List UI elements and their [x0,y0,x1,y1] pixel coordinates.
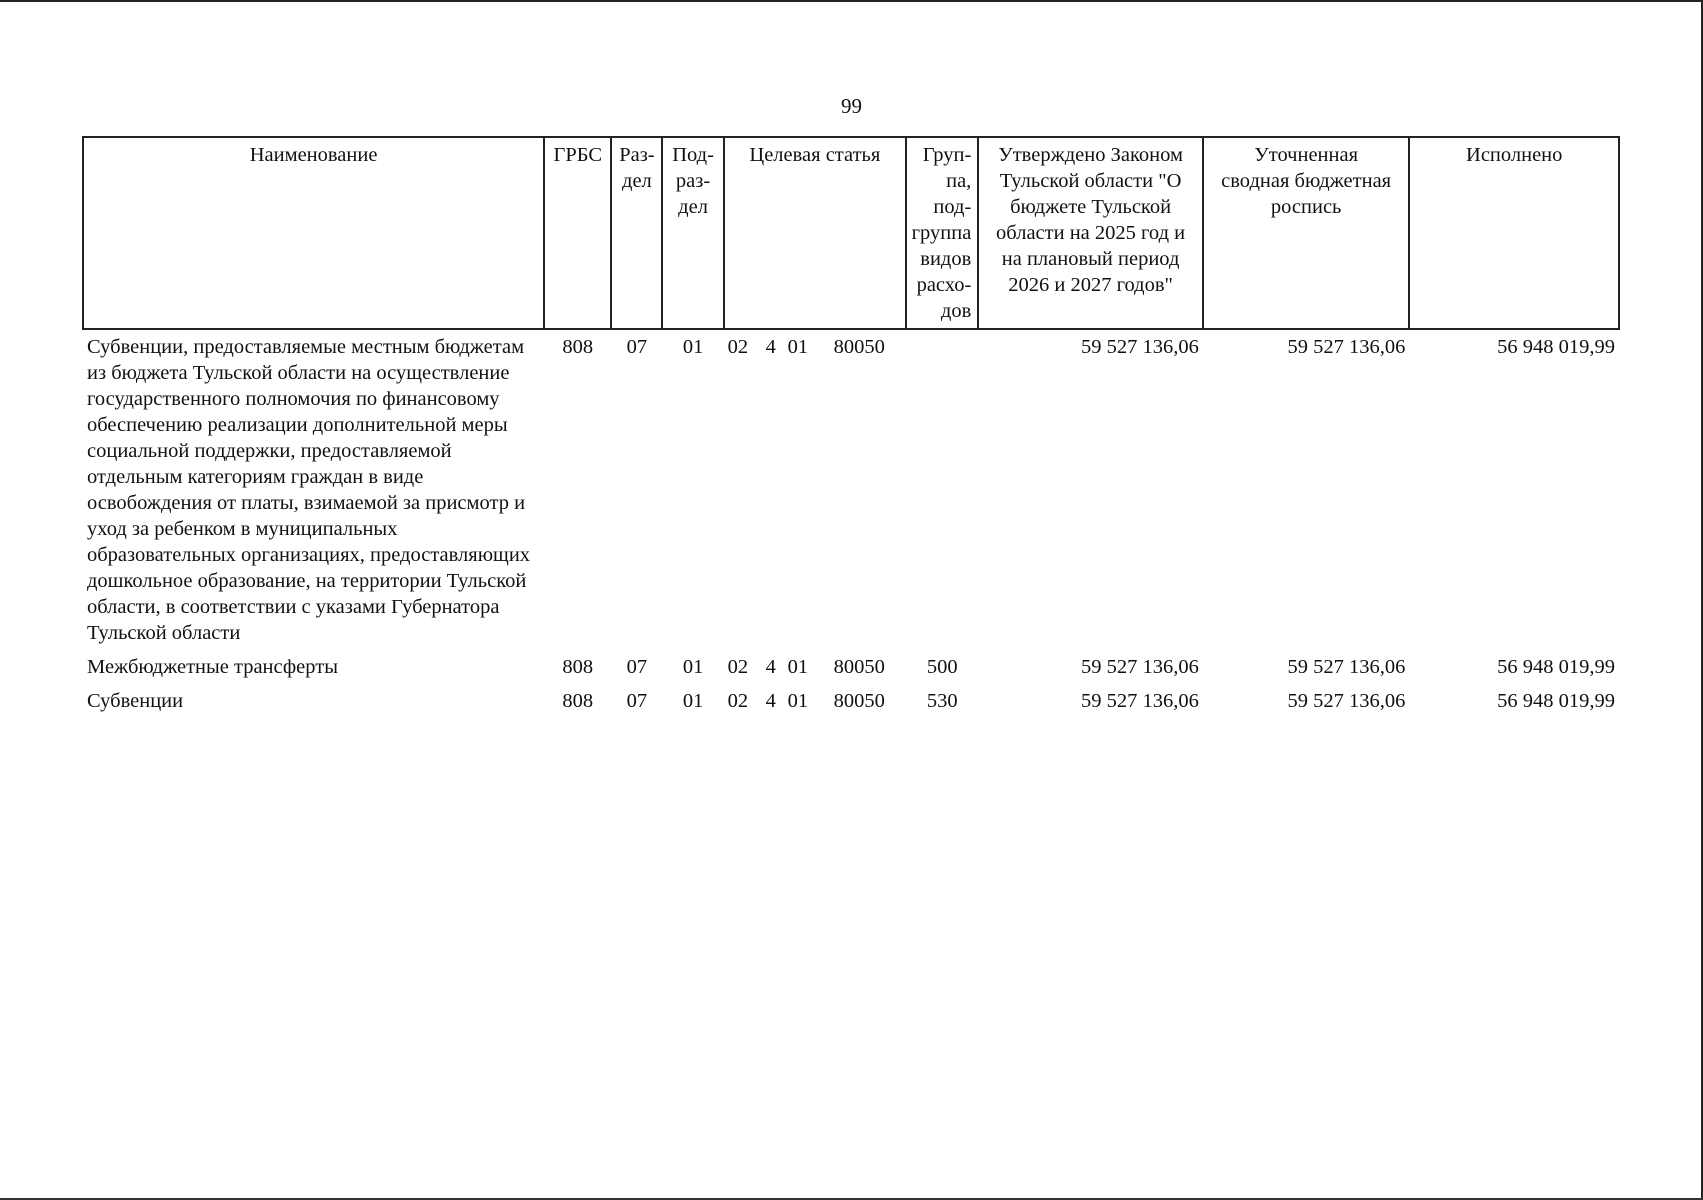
cel-type: 4 [765,690,776,712]
row-utochnennaya: 59 527 136,06 [1287,336,1406,358]
row-utverzhdeno: 59 527 136,06 [1081,656,1199,678]
row-grbs: 808 [562,336,594,358]
cel-program: 02 [727,690,749,712]
header-celevaya-statya [724,137,906,329]
cel-direction: 80050 [833,336,885,358]
row-vid-rashodov: 500 [926,656,958,678]
cel-direction: 80050 [833,656,885,678]
row-celevaya-statya [724,650,906,684]
row-grbs: 808 [562,690,594,712]
row-utverzhdeno: 59 527 136,06 [1081,690,1199,712]
row-razdel: 07 [626,656,648,678]
header-name [83,137,544,329]
row-name: Субвенции [87,690,184,712]
header-celevaya-statya-label: Целевая статья [749,144,881,166]
row-ispolneno: 56 948 019,99 [1497,656,1615,678]
row-utochnennaya: 59 527 136,06 [1287,690,1406,712]
row-razdel: 07 [626,336,648,358]
budget-table [82,136,1620,718]
header-utochnennaya [1203,137,1410,329]
header-utverzhdeno-label: Утверждено Законом Тульской области "О бюджете Тульской области на 2025 год и на плановый период 2026 и 2027 годов" [996,144,1186,296]
cel-program: 02 [727,336,749,358]
row-grbs: 808 [562,656,594,678]
row-utverzhdeno: 59 527 136,06 [1081,336,1199,358]
table-row [83,684,1619,718]
header-vid-rashodov-label: Груп- па, под- группа видов расхо- дов [911,144,972,322]
header-name-label: Наименование [249,144,378,166]
header-razdel-label: Раз- дел [619,144,655,192]
cel-program: 02 [727,656,749,678]
table-body [83,329,1619,718]
row-celevaya-statya [724,684,906,718]
row-ispolneno: 56 948 019,99 [1497,690,1615,712]
scan-border-top [0,0,1703,2]
row-name: Межбюджетные трансферты [87,656,338,678]
table-row [83,650,1619,684]
row-podrazdel: 01 [682,336,704,358]
row-vid-rashodov: 530 [926,690,958,712]
cel-type: 4 [765,336,776,358]
page-number: 99 [841,94,862,118]
table-row [83,329,1619,650]
cel-direction: 80050 [833,690,885,712]
cel-subprogram: 01 [787,336,809,358]
cel-subprogram: 01 [787,656,809,678]
header-utochnennaya-label: Уточненная сводная бюджетная роспись [1221,144,1392,218]
header-vid-rashodov [906,137,978,329]
row-vid-rashodov [906,329,978,650]
row-podrazdel: 01 [682,656,704,678]
row-podrazdel: 01 [682,690,704,712]
header-ispolneno-label: Исполнено [1466,144,1563,166]
row-celevaya-statya [724,329,906,650]
header-grbs [544,137,611,329]
header-podrazdel-label: Под- раз- дел [672,144,714,218]
row-name: Субвенции, предоставляемые местным бюджетам из бюджета Тульской области на осуществление государственного полномочия по финансовому обеспечению реализации дополнительной меры социальной поддержки, предоставляемой отдельным категориям граждан в виде освобождения от платы, взимаемой за присмотр и уход за ребенком в муниципальных образовательных организациях, предоставляющих дошкольное образование, на территории Тульской области, в соответствии с указами Губернатора Тульской области [87,336,531,644]
row-utochnennaya: 59 527 136,06 [1287,656,1406,678]
cel-subprogram: 01 [787,690,809,712]
header-ispolneno [1409,137,1619,329]
header-podrazdel [662,137,723,329]
header-utverzhdeno [978,137,1203,329]
cel-type: 4 [765,656,776,678]
row-razdel: 07 [626,690,648,712]
table-header [83,137,1619,329]
row-ispolneno: 56 948 019,99 [1497,336,1615,358]
header-razdel [611,137,662,329]
header-grbs-label: ГРБС [553,144,603,166]
